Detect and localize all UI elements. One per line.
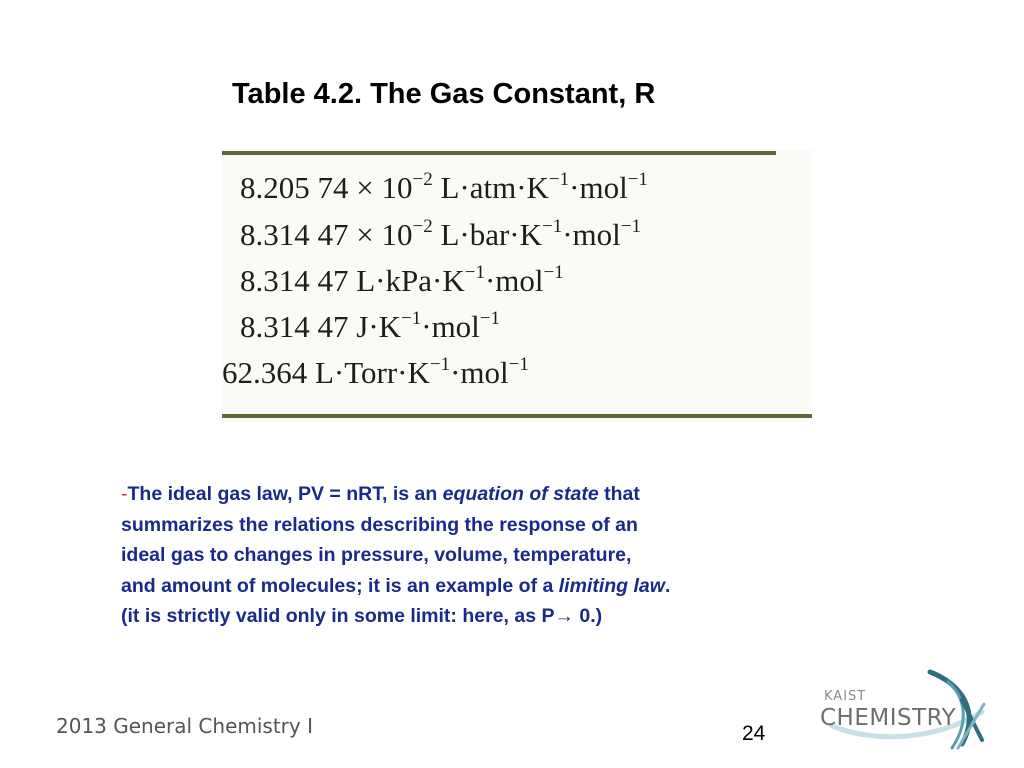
note-line-2: summarizes the relations describing the response of an	[121, 513, 638, 536]
table-row: 8.314 47 $L\cdot kPa\cdot K^{-1}\cdot mol^{-1}$	[240, 261, 564, 298]
table-row: 8.314 47 $J\cdot K^{-1}\cdot mol^{-1}$	[240, 307, 501, 344]
bullet-dash: -	[121, 483, 128, 505]
ideal-gas-law-note	[121, 479, 841, 632]
logo-kaist-text: KAIST	[824, 689, 867, 704]
table-bottom-rule	[222, 414, 812, 418]
slide-title: Table 4.2. The Gas Constant, R	[232, 78, 656, 110]
note-line-4: and amount of molecules; it is an example of a limiting law.	[121, 574, 671, 597]
emphasis-limiting-law: limiting law	[558, 574, 665, 597]
footer-course-title: 2013 General Chemistry I	[56, 714, 313, 738]
table-top-rule	[222, 151, 776, 155]
table-row: 8.205 $74 \times 10^{-2}$ $L\cdot atm\cdot K^{-1}\cdot mol^{-1}$	[240, 168, 648, 205]
note-line-1: -The ideal gas law, PV = nRT, is an equation of state that	[121, 483, 640, 505]
table-row: 8.314 $47 \times 10^{-2}$ $L\cdot bar\cdot K^{-1}\cdot mol^{-1}$	[240, 215, 642, 252]
note-line-5: (it is strictly valid only in some limit: here, as P→ 0.)	[121, 605, 603, 627]
emphasis-equation-of-state: equation of state	[442, 483, 599, 505]
right-arrow-icon: →	[554, 605, 574, 627]
table-row: 62.364 $L\cdot Torr\cdot K^{-1}\cdot mol^{-1}$	[222, 353, 529, 390]
logo-chemistry-text: CHEMISTRY	[820, 705, 957, 731]
note-line-3: ideal gas to changes in pressure, volume, temperature,	[121, 544, 632, 566]
page-number: 24	[742, 722, 766, 745]
